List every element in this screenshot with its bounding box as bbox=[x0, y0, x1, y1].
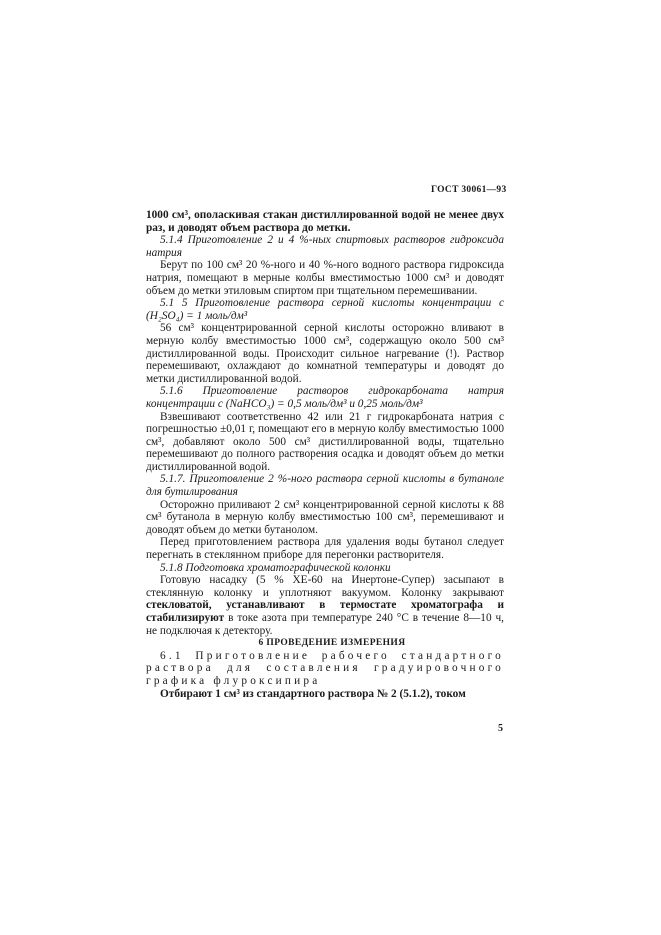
document-body bbox=[146, 209, 504, 700]
page-number: 5 bbox=[498, 723, 503, 734]
paragraph-5-1-6: Взвешивают соответственно 42 или 21 г гидрокарбоната натрия с погрешностью ±0,01 г, помещают его в мерную колбу вместимостью 1000 см³, добавляют около 500 см³ дистиллированной воды, тщательно перемешивают до полного растворения осадка и доводят объем до метки дистиллированной водой. bbox=[146, 410, 504, 473]
paragraph-5-1-7-a: Осторожно приливают 2 см³ концентрированной серной кислоты к 88 см³ бутанола в мерную колбу вместимостью 100 см³, перемешивают и доводят объем до метки бутанолом. bbox=[146, 498, 504, 536]
subsection-heading-5-1-8: 5.1.8 Подготовка хроматографической колонки bbox=[160, 561, 391, 574]
paragraph-5-1-8-part-c: в токе азота при температуре 240 °С в течение 8—10 ч, не подключая к детектору. bbox=[146, 612, 504, 637]
paragraph-5-1-8 bbox=[146, 574, 504, 637]
doc-code-header: ГОСТ 30061—93 bbox=[431, 185, 507, 195]
subsection-heading-5-1-5: 5.1 5 Приготовление раствора серной кислоты концентрации с (H₂SO₄) = 1 моль/дм³ bbox=[146, 297, 504, 322]
paragraph-5-1-5: 56 см³ концентрированной серной кислоты осторожно вливают в мерную колбу вместимостью 1000 см³, содержащую около 500 см³ дистиллированной воды. Происходит сильное нагревание (!). Раствор перемешивают, охлаждают до комнатной температуры и доводят до метки дистиллированной водой. bbox=[146, 322, 504, 385]
subsection-heading-5-1-6: 5.1.6 Приготовление растворов гидрокарбоната натрия концентрации с (NaHCO₃) = 0,5 моль/дм³ и 0,25 моль/дм³ bbox=[146, 385, 504, 410]
paragraph-6-1: Отбирают 1 см³ из стандартного раствора № 2 (5.1.2), током bbox=[160, 687, 466, 700]
section-title-6: 6 ПРОВЕДЕНИЕ ИЗМЕРЕНИЯ bbox=[258, 638, 406, 649]
paragraph-5-1-7-b: Перед приготовлением раствора для удаления воды бутанол следует перегнать в стеклянном приборе для перегонки растворителя. bbox=[146, 536, 504, 562]
paragraph-continuation: 1000 см³, ополаскивая стакан дистиллированной водой не менее двух раз, и доводят объем раствора до метки. bbox=[146, 209, 504, 234]
paragraph-5-1-8-part-a: Готовую насадку (5 % ХЕ-60 на Инертоне-Супер) засыпают в стеклянную колонку и уплотняют вакуумом. Колонку закрывают bbox=[146, 574, 504, 599]
paragraph-5-1-8-part-b: стекловатой, устанавливают в термостате хроматографа и стабилизируют bbox=[146, 599, 504, 624]
subsection-heading-5-1-7: 5.1.7. Приготовление 2 %-ного раствора серной кислоты в бутаноле для бутилирования bbox=[146, 473, 504, 499]
subsection-heading-5-1-4: 5.1.4 Приготовление 2 и 4 %-ных спиртовых растворов гидроксида натрия bbox=[146, 234, 504, 259]
paragraph-5-1-4: Берут по 100 см³ 20 %-ного и 40 %-ного водного раствора гидроксида натрия, помещают в мерные колбы вместимостью 1000 см³ и доводят объем до метки этиловым спиртом при тщательном перемешивании. bbox=[146, 259, 504, 297]
subsection-heading-6-1: 6.1 Приготовление рабочего стандартного раствора для составления градуировочного графика флуроксипира bbox=[146, 649, 504, 687]
